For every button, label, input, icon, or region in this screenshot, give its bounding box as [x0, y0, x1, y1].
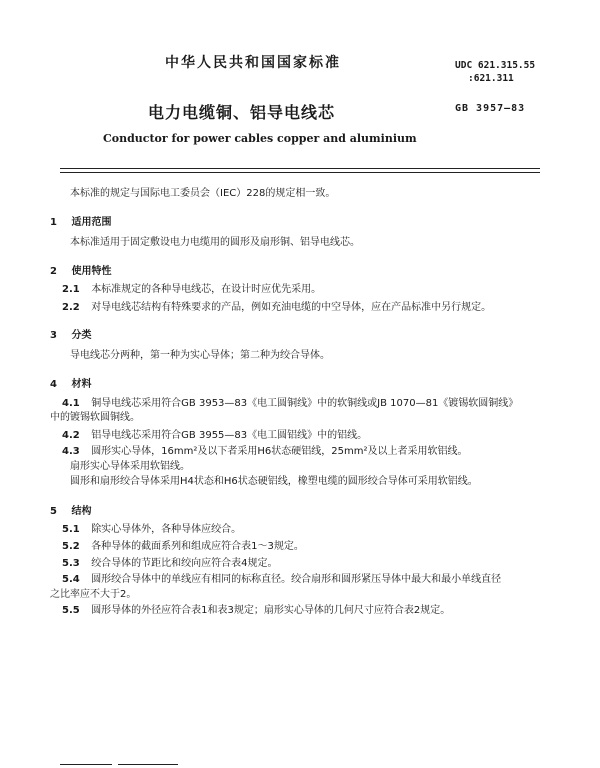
- section-number: 2: [50, 266, 57, 277]
- clause-4-2: [62, 430, 367, 442]
- clause-number: 5.2: [62, 541, 80, 552]
- clause-number: 5.3: [62, 558, 80, 569]
- section-title: 使用特性: [71, 266, 112, 277]
- section-2-heading: [50, 262, 111, 277]
- footer-rule: [60, 764, 112, 765]
- clause-2-2: [62, 302, 491, 314]
- clause-5-1: [62, 524, 241, 536]
- intro-paragraph: 本标准的规定与国际电工委员会（IEC）228的规定相一致。: [70, 188, 336, 199]
- udc-code: UDC 621.315.55: [455, 60, 536, 71]
- section-3-text: 导电线芯分两种，第一种为实心导体；第二种为绞合导体。: [70, 350, 330, 361]
- clause-number: 5.5: [62, 605, 80, 616]
- section-title: 材料: [71, 379, 92, 390]
- clause-4-1: [62, 398, 518, 410]
- clause-text: 铝导电线芯采用符合GB 3955—83《电工圆铝线》中的铝线。: [91, 430, 368, 441]
- section-number: 4: [50, 379, 57, 390]
- udc-code-2: :621.311: [468, 73, 514, 84]
- section-3-heading: [50, 326, 91, 341]
- standard-org-header: 中华人民共和国国家标准: [165, 55, 341, 71]
- gb-number: GB 3957—83: [455, 103, 526, 114]
- header-divider: [60, 168, 540, 169]
- clause-text: 圆形实心导体，16mm²及以下者采用H6状态硬铝线，25mm²及以上者采用软铝线。: [91, 446, 468, 457]
- clause-text: 除实心导体外，各种导体应绞合。: [91, 524, 242, 535]
- clause-4-3-cont-2: 圆形和扇形绞合导体采用H4状态和H6状态硬铝线，橡塑电缆的圆形绞合导体可采用软铝线。: [70, 476, 478, 487]
- clause-5-4: [62, 574, 501, 586]
- clause-5-2: [62, 541, 304, 553]
- clause-text: 铜导电线芯采用符合GB 3953—83《电工圆铜线》中的软铜线或JB 1070—81《镀锡软圆铜线》: [91, 398, 519, 409]
- clause-4-3: [62, 446, 468, 458]
- clause-text: 圆形导体的外径应符合表1和表3规定；扇形实心导体的几何尺寸应符合表2规定。: [91, 605, 451, 616]
- section-title: 结构: [71, 506, 92, 517]
- clause-5-5: [62, 605, 450, 617]
- clause-number: 4.2: [62, 430, 80, 441]
- section-5-heading: [50, 502, 91, 517]
- clause-text: 本标准规定的各种导电线芯，在设计时应优先采用。: [91, 284, 322, 295]
- clause-number: 4.3: [62, 446, 80, 457]
- section-1-text: 本标准适用于固定敷设电力电缆用的圆形及扇形铜、铝导电线芯。: [70, 237, 360, 248]
- footer-rule-2: [118, 764, 178, 765]
- clause-text: 各种导体的截面系列和组成应符合表1～3规定。: [91, 541, 304, 552]
- document-title: 电力电缆铜、铝导电线芯: [148, 103, 336, 122]
- section-4-heading: [50, 375, 91, 390]
- clause-number: 5.4: [62, 574, 80, 585]
- clause-text: 圆形绞合导体中的单线应有相同的标称直径。绞合扇形和圆形紧压导体中最大和最小单线直径: [91, 574, 502, 585]
- section-number: 3: [50, 330, 57, 341]
- english-title: Conductor for power cables copper and aluminium: [103, 132, 417, 145]
- clause-4-3-cont: 扇形实心导体采用软铝线。: [70, 461, 190, 472]
- clause-number: 4.1: [62, 398, 80, 409]
- section-title: 适用范围: [71, 217, 112, 228]
- clause-4-1-cont: 中的镀锡软圆铜线。: [50, 412, 140, 423]
- section-number: 1: [50, 217, 57, 228]
- clause-5-4-cont: 之比率应不大于2。: [50, 589, 137, 600]
- header-divider-2: [60, 172, 540, 173]
- section-1-heading: [50, 213, 111, 228]
- clause-5-3: [62, 558, 278, 570]
- clause-number: 2.1: [62, 284, 80, 295]
- section-number: 5: [50, 506, 57, 517]
- clause-number: 5.1: [62, 524, 80, 535]
- clause-number: 2.2: [62, 302, 80, 313]
- clause-2-1: [62, 284, 321, 296]
- clause-text: 对导电线芯结构有特殊要求的产品，例如充油电缆的中空导体，应在产品标准中另行规定。: [91, 302, 492, 313]
- clause-text: 绞合导体的节距比和绞向应符合表4规定。: [91, 558, 278, 569]
- section-title: 分类: [71, 330, 92, 341]
